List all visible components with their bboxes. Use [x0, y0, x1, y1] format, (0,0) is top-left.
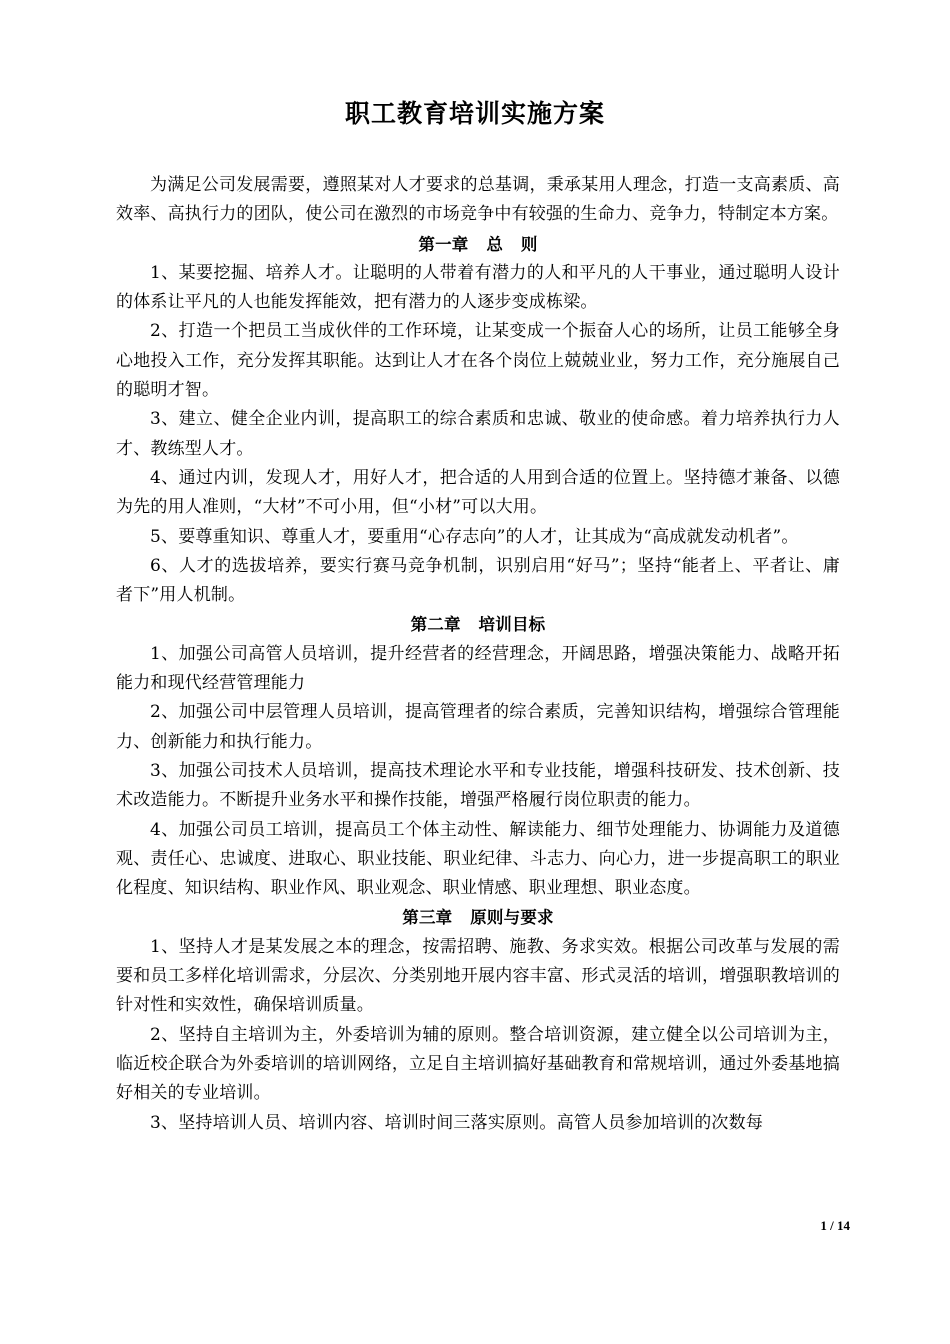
chapter-2-paragraph: 3、加强公司技术人员培训，提高技术理论水平和专业技能，增强科技研发、技术创新、技术改造能力。不断提升业务水平和操作技能，增强严格履行岗位职责的能力。 — [116, 760, 840, 811]
page-number: 1 / 14 — [820, 1218, 850, 1233]
chapter-1-paragraph: 1、某要挖掘、培养人才。让聪明的人带着有潜力的人和平凡的人干事业，通过聪明人设计的体系让平凡的人也能发挥能效，把有潜力的人逐步变成栋梁。 — [116, 262, 840, 313]
chapter-1-paragraph: 6、人才的选拔培养，要实行赛马竞争机制，识别启用“好马”；坚持“能者上、平者让、庸者下”用人机制。 — [116, 555, 840, 606]
chapter-1-paragraph: 3、建立、健全企业内训，提高职工的综合素质和忠诚、敬业的使命感。着力培养执行力人才、教练型人才。 — [116, 409, 840, 459]
chapter-3-paragraph: 3、坚持培训人员、培训内容、培训时间三落实原则。高管人员参加培训的次数每 — [150, 1112, 764, 1133]
document-title: 职工教育培训实施方案 — [344, 99, 605, 128]
chapter-2-paragraph: 1、加强公司高管人员培训，提升经营者的经营理念，开阔思路，增强决策能力、战略开拓能力和现代经营管理能力 — [116, 643, 840, 694]
chapter-3-paragraph: 1、坚持人才是某发展之本的理念，按需招聘、施教、务求实效。根据公司改革与发展的需要和员工多样化培训需求，分层次、分类别地开展内容丰富、形式灵活的培训，增强职教培训的针对性和实效性，确保培训质量。 — [116, 936, 840, 1016]
chapter-2-heading: 第二章 培训目标 — [410, 615, 546, 635]
intro-paragraph: 为满足公司发展需要，遵照某对人才要求的总基调，秉承某用人理念，打造一支高素质、高效率、高执行力的团队，使公司在激烈的市场竞争中有较强的生命力、竞争力，特制定本方案。 — [116, 175, 840, 225]
chapter-1-heading: 第一章 总 则 — [418, 234, 538, 254]
chapter-1-paragraph: 5、要尊重知识、尊重人才，要重用“心存志向”的人才，让其成为“高成就发动机者”。 — [150, 526, 799, 547]
chapter-2-paragraph: 4、加强公司员工培训，提高员工个体主动性、解读能力、细节处理能力、协调能力及道德观、责任心、忠诚度、进取心、职业技能、职业纪律、斗志力、向心力，进一步提高职工的职业化程度、知识结构、职业作风、职业观念、职业情感、职业理想、职业态度。 — [116, 819, 840, 899]
chapter-3-paragraph: 2、坚持自主培训为主，外委培训为辅的原则。整合培训资源，建立健全以公司培训为主，临近校企联合为外委培训的培训网络，立足自主培训搞好基础教育和常规培训，通过外委基地搞好相关的专业培训。 — [116, 1024, 840, 1104]
chapter-3-heading: 第三章 原则与要求 — [402, 908, 554, 928]
chapter-1-paragraph: 2、打造一个把员工当成伙伴的工作环境，让某变成一个振奋人心的场所，让员工能够全身心地投入工作，充分发挥其职能。达到让人才在各个岗位上兢兢业业，努力工作，充分施展自己的聪明才智。 — [116, 321, 840, 401]
chapter-2-paragraph: 2、加强公司中层管理人员培训，提高管理者的综合素质，完善知识结构，增强综合管理能力、创新能力和执行能力。 — [116, 702, 840, 752]
document-body — [116, 171, 840, 1138]
chapter-1-paragraph: 4、通过内训，发现人才，用好人才，把合适的人用到合适的位置上。坚持德才兼备、以德为先的用人准则，“大材”不可小用，但“小材”可以大用。 — [116, 467, 840, 518]
